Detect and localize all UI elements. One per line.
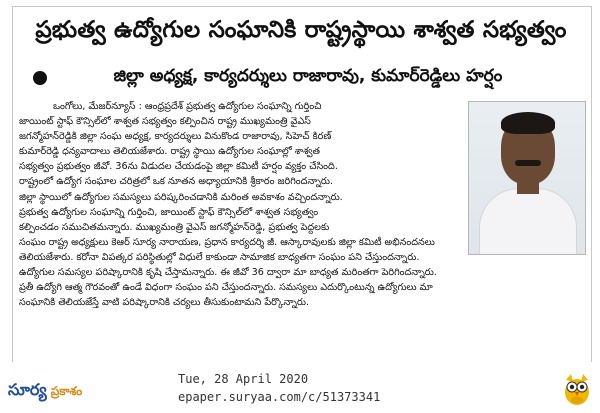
article-line: తెలియజేశారు. కరోనా విపత్కర పరిస్థితుల్లో విధులే కాకుండా సామాజిక బాధ్యతగా సంఘం పని చేస్తుందన్నారు.	[19, 251, 420, 263]
photo-mustache	[515, 160, 541, 166]
article-line: జిల్లా స్థాయిలో ఉద్యోగుల సమస్యలు పరిష్కరించడానికి మరింత అవకాశం వచ్చిందన్నారు.	[19, 191, 343, 203]
owl-icon	[562, 372, 592, 406]
article-line: జాయింట్ స్టాఫ్ కౌన్సిల్‌లో శాశ్వత సభ్యత్వం కల్పించిన రాష్ట్ర ముఖ్యమంత్రి వైఎస్	[19, 116, 311, 128]
article-subheadline: జిల్లా అధ్యక్ష, కార్యదర్శులు రాజారావు, కుమార్‌రెడ్డిలు హర్షం	[113, 66, 503, 86]
bullet-dot-icon	[33, 71, 47, 85]
article-line: ఉద్యోగుల సమస్యల పరిష్కారానికి కృషి చేస్తామన్నారు. ఈ జీవో 36 ద్వారా మా బాధ్యత మరింతగా పెరిగిందన్నారు.	[19, 267, 437, 279]
logo-sub-text: ప్రకాశం	[50, 384, 83, 398]
epaper-url[interactable]: epaper.suryaa.com/c/51373341	[178, 390, 381, 404]
publication-date: Tue, 28 April 2020	[178, 372, 309, 386]
person-photo	[468, 101, 586, 255]
article-body	[19, 99, 465, 310]
article-headline: ప్రభుత్వ ఉద్యోగుల సంఘానికి రాష్ట్రస్థాయి శాశ్వత సభ్యత్వం	[35, 17, 567, 43]
article-line: జగన్మోహన్‌రెడ్డికి జిల్లా సంఘ అధ్యక్ష, కార్యదర్శులు వినుకొండ రాజారావు, సిహెచ్ కిరణ్	[19, 131, 332, 143]
article-line: సంఘానికి తెలియజేస్తే వాటి పరిష్కారానికి చర్యలు తీసుకుంటామని పేర్కొన్నారు.	[19, 297, 310, 309]
logo-main-text: సూర్య	[8, 380, 47, 399]
article-line: ఒంగోలు, మేజర్‌న్యూస్ : ఆంధ్రప్రదేశ్ ప్రభుత్వ ఉద్యోగుల సంఘాన్ని గుర్తించి	[53, 101, 322, 112]
article-line: రాష్ట్రంలో ఉద్యోగ సంఘాల చరిత్రలో ఒక నూతన అధ్యాయానికి శ్రీకారం జరిగిందన్నారు.	[19, 176, 333, 188]
article-line: సభ్యత్వం ప్రభుత్వం జీవో. 36ను విడుదల చేయడంపై జిల్లా కమిటీ హర్షం వ్యక్తం చేసింది.	[19, 161, 338, 173]
article-line: కుమార్‌రెడ్డి ధన్యవాదాలు తెలియజేశారు. రాష్ట్ర స్థాయి ఉద్యోగుల సంఘాల్లో శాశ్వత	[19, 146, 321, 158]
photo-hair	[501, 112, 555, 134]
suryaa-logo[interactable]	[8, 380, 82, 400]
article-line: కల్పించడం సముచితమన్నారు. ముఖ్యమంత్రి వైఎస్ జగన్మోహన్‌రెడ్డి, ప్రభుత్వ పెద్దలకు	[19, 221, 330, 233]
epaper-footer	[0, 362, 600, 413]
article-line: సంఘం రాష్ట్ర అధ్యక్షులు కెఆర్ సూర్య నారాయణ, ప్రధాన కార్యదర్శి జీ. ఆస్కారావులకు జిల్లా కమిటీ అభినందనలు	[19, 236, 435, 248]
article-line: ప్రతీ ఉద్యోగి ఆత్మ గౌరవంతో ఉండే విధంగా సంఘం పని చేస్తుందన్నారు. సమస్యలు ఎదుర్కొంటున్న ఉద్యోగులు మా	[19, 282, 433, 294]
news-clipping	[12, 6, 592, 364]
article-line: ప్రభుత్వ ఉద్యోగుల సంఘాన్ని గుర్తించి, జాయింట్ స్టాఫ్ కౌన్సిల్‌లో శాశ్వత సభ్యత్వం	[19, 206, 319, 218]
